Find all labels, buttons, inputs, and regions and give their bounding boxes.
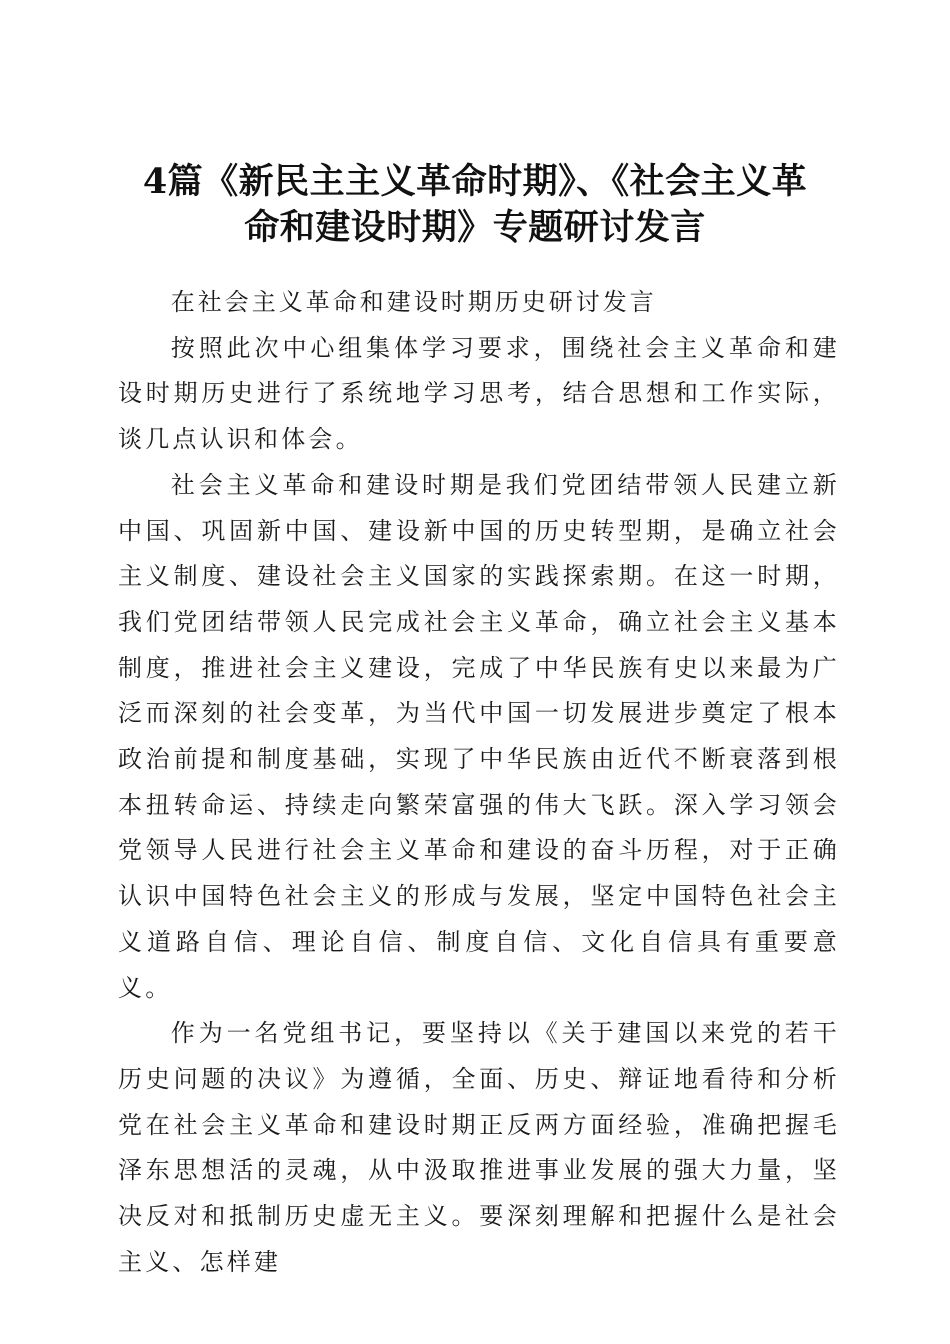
document-title xyxy=(110,159,840,251)
paragraph-party-secretary-duty: 作为一名党组书记，要坚持以《关于建国以来党的若干历史问题的决议》为遵循，全面、历史、辩证地看待和分析党在社会主义革命和建设时期正反两方面经验，准确把握毛泽东思想活的灵魂，从中汲取推进事业发展的强大力量，坚决反对和抵制历史虚无主义。要深刻理解和把握什么是社会主义、怎样建 xyxy=(118,1019,840,1276)
paragraph-historical-significance: 社会主义革命和建设时期是我们党团结带领人民建立新中国、巩固新中国、建设新中国的历史转型期，是确立社会主义制度、建设社会主义国家的实践探索期。在这一时期，我们党团结带领人民完成社会主义革命，确立社会主义基本制度，推进社会主义建设，完成了中华民族有史以来最为广泛而深刻的社会变革，为当代中国一切发展进步奠定了根本政治前提和制度基础，实现了中华民族由近代不断衰落到根本扭转命运、持续走向繁荣富强的伟大飞跃。深入学习领会党领导人民进行社会主义革命和建设的奋斗历程，对于正确认识中国特色社会主义的形成与发展，坚定中国特色社会主义道路自信、理论自信、制度自信、文化自信具有重要意义。 xyxy=(118,470,840,1002)
title-line-1: 4篇《新民主主义革命时期》、《社会主义革 xyxy=(142,161,808,203)
section-subheading: 在社会主义革命和建设时期历史研讨发言 xyxy=(170,288,657,316)
paragraph-intro: 按照此次中心组集体学习要求，围绕社会主义革命和建设时期历史进行了系统地学习思考，结合思想和工作实际，谈几点认识和体会。 xyxy=(118,333,840,454)
document-body xyxy=(118,280,840,1285)
title-line-2: 命和建设时期》专题研讨发言 xyxy=(244,207,706,249)
